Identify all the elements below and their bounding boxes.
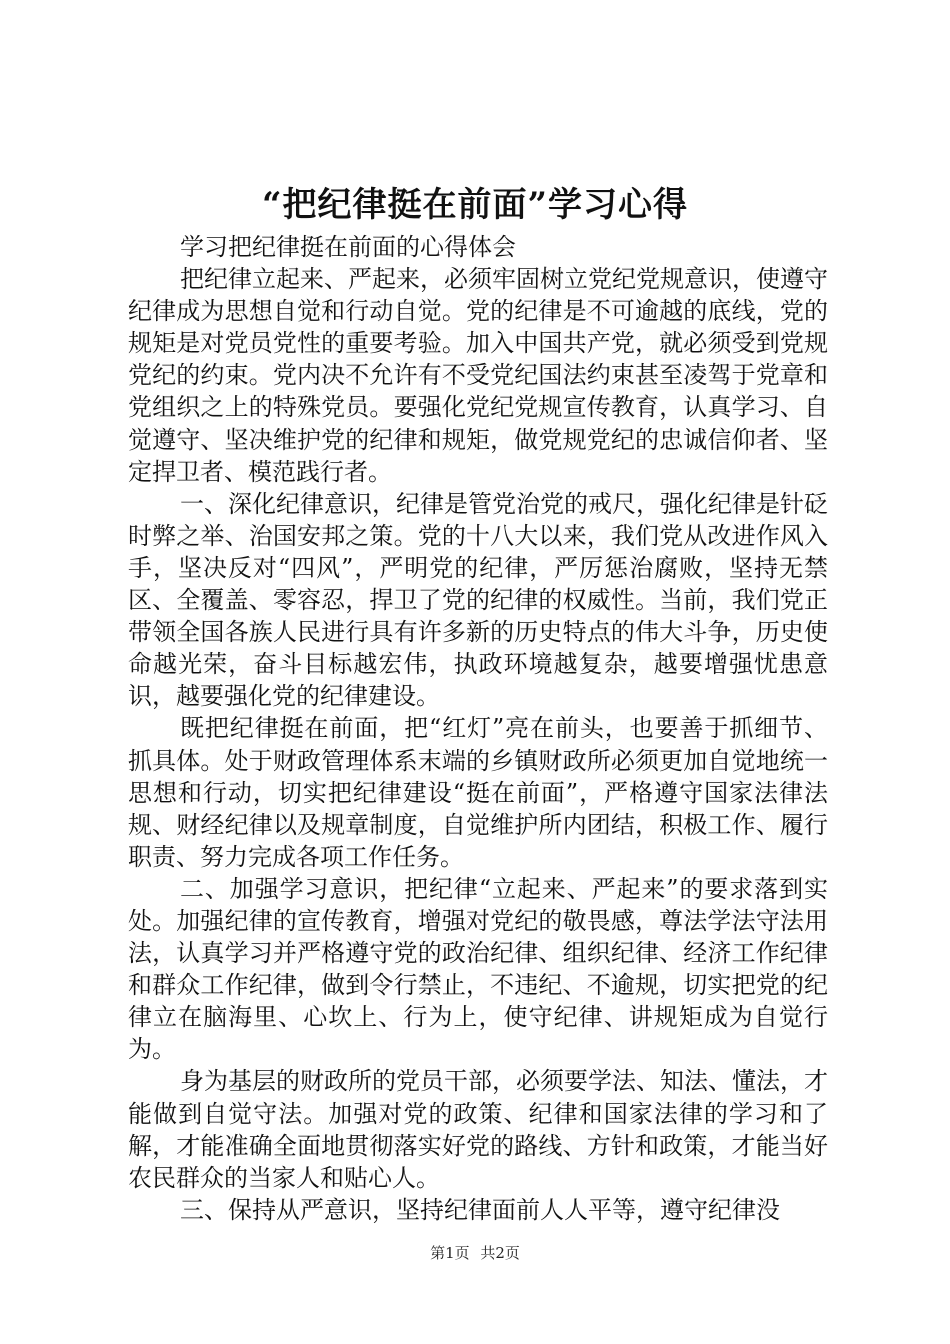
paragraph: 身为基层的财政所的党员干部，必须要学法、知法、懂法，才能做到自觉守法。加强对党的政策、纪律和国家法律的学习和了解，才能准确全面地贯彻落实好党的路线、方针和政策，才能当好农民群众的当家人和贴心人。 xyxy=(128,1067,828,1192)
page-footer xyxy=(0,1243,950,1263)
page-number: 第1页 xyxy=(430,1244,470,1262)
paragraph: 一、深化纪律意识，纪律是管党治党的戒尺，强化纪律是针砭时弊之举、治国安邦之策。党的十八大以来，我们党从改进作风入手，坚决反对“四风”，严明党的纪律，严厉惩治腐败，坚持无禁区、全覆盖、零容忍，捍卫了党的纪律的权威性。当前，我们党正带领全国各族人民进行具有许多新的历史特点的伟大斗争，历史使命越光荣，奋斗目标越宏伟，执政环境越复杂，越要增强忧患意识，越要强化党的纪律建设。 xyxy=(128,489,828,711)
document-body xyxy=(128,231,828,1226)
document-title: “把纪律挺在前面”学习心得 xyxy=(261,185,689,225)
paragraph-subtitle: 学习把纪律挺在前面的心得体会 xyxy=(180,233,516,261)
paragraph: 既把纪律挺在前面，把“红灯”亮在前头，也要善于抓细节、抓具体。处于财政管理体系末端的乡镇财政所必须更加自觉地统一思想和行动，切实把纪律建设“挺在前面”，严格遵守国家法律法规、财经纪律以及规章制度，自觉维护所内团结，积极工作、履行职责、努力完成各项工作任务。 xyxy=(128,714,828,871)
paragraph: 二、加强学习意识，把纪律“立起来、严起来”的要求落到实处。加强纪律的宣传教育，增强对党纪的敬畏感，尊法学法守法用法，认真学习并严格遵守党的政治纪律、组织纪律、经济工作纪律和群众工作纪律，做到令行禁止，不违纪、不逾规，切实把党的纪律立在脑海里、心坎上、行为上，使守纪律、讲规矩成为自觉行为。 xyxy=(128,874,828,1064)
paragraph: 把纪律立起来、严起来，必须牢固树立党纪党规意识，使遵守纪律成为思想自觉和行动自觉。党的纪律是不可逾越的底线，党的规矩是对党员党性的重要考验。加入中国共产党，就必须受到党规党纪的约束。党内决不允许有不受党纪国法约束甚至凌驾于党章和党组织之上的特殊党员。要强化党纪党规宣传教育，认真学习、自觉遵守、坚决维护党的纪律和规矩，做党规党纪的忠诚信仰者、坚定捍卫者、模范践行者。 xyxy=(128,265,828,486)
paragraph: 三、保持从严意识，坚持纪律面前人人平等，遵守纪律没 xyxy=(180,1195,780,1224)
page-total: 共2页 xyxy=(480,1244,520,1262)
